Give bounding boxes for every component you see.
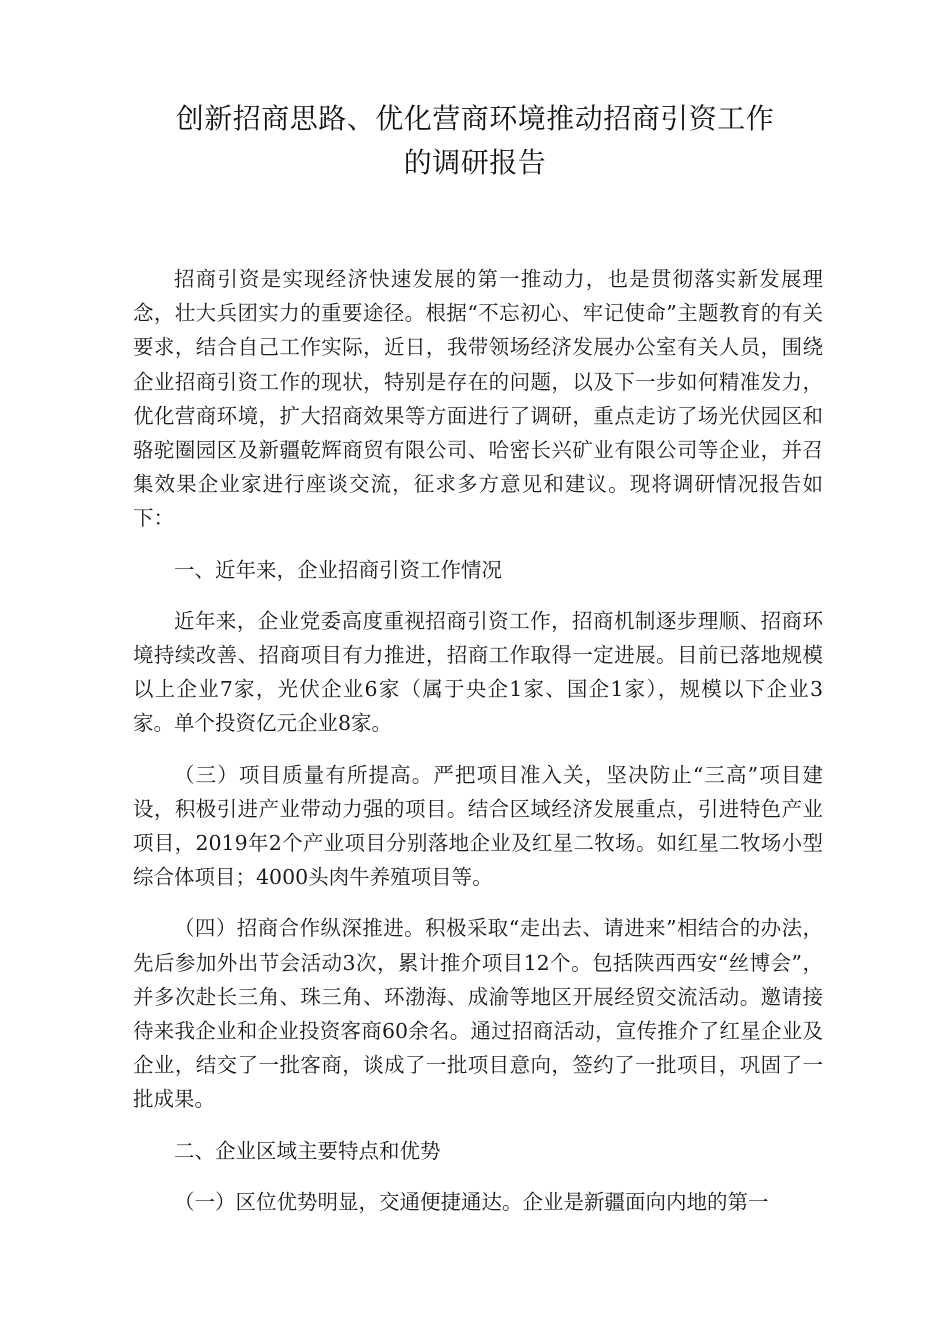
paragraph-project-quality: （三）项目质量有所提高。严把项目准入关，坚决防止“三高”项目建设，积极引进产业带动力强的项目。结合区域经济发展重点，引进特色产业项目，2019年2个产业项目分别落地企业及红星二牧场。如红星二牧场小型综合体项目；4000头肉牛养殖项目等。 bbox=[133, 762, 823, 890]
section-heading-1: 一、近年来，企业招商引资工作情况 bbox=[174, 557, 502, 582]
paragraph-location-advantage: （一）区位优势明显，交通便捷通达。企业是新疆面向内地的第一 bbox=[174, 1189, 769, 1214]
document-title-line-1: 创新招商思路、优化营商环境推动招商引资工作 bbox=[175, 102, 775, 135]
document-body bbox=[133, 262, 823, 1219]
section-heading-2: 二、企业区域主要特点和优势 bbox=[174, 1138, 441, 1163]
document-title-line-2: 的调研报告 bbox=[403, 146, 547, 179]
paragraph-cooperation: （四）招商合作纵深推进。积极采取“走出去、请进来”相结合的办法，先后参加外出节会活动3次，累计推介项目12个。包括陕西西安“丝博会”，并多次赴长三角、珠三角、环渤海、成渝等地区开展经贸交流活动。邀请接待来我企业和企业投资客商60余名。通过招商活动，宣传推介了红星企业及企业，结交了一批客商，谈成了一批项目意向，签约了一批项目，巩固了一批成果。 bbox=[133, 916, 823, 1112]
paragraph-intro: 招商引资是实现经济快速发展的第一推动力，也是贯彻落实新发展理念，壮大兵团实力的重要途径。根据“不忘初心、牢记使命”主题教育的有关要求，结合自己工作实际，近日，我带领场经济发展办公室有关人员，围绕企业招商引资工作的现状，特别是存在的问题，以及下一步如何精准发力，优化营商环境，扩大招商效果等方面进行了调研，重点走访了场光伏园区和骆驼圈园区及新疆乾辉商贸有限公司、哈密长兴矿业有限公司等企业，并召集效果企业家进行座谈交流，征求多方意见和建议。现将调研情况报告如下： bbox=[133, 267, 823, 531]
paragraph-recent-work: 近年来，企业党委高度重视招商引资工作，招商机制逐步理顺、招商环境持续改善、招商项目有力推进，招商工作取得一定进展。目前已落地规模以上企业7家，光伏企业6家（属于央企1家、国企1家），规模以下企业3家。单个投资亿元企业8家。 bbox=[133, 608, 823, 736]
